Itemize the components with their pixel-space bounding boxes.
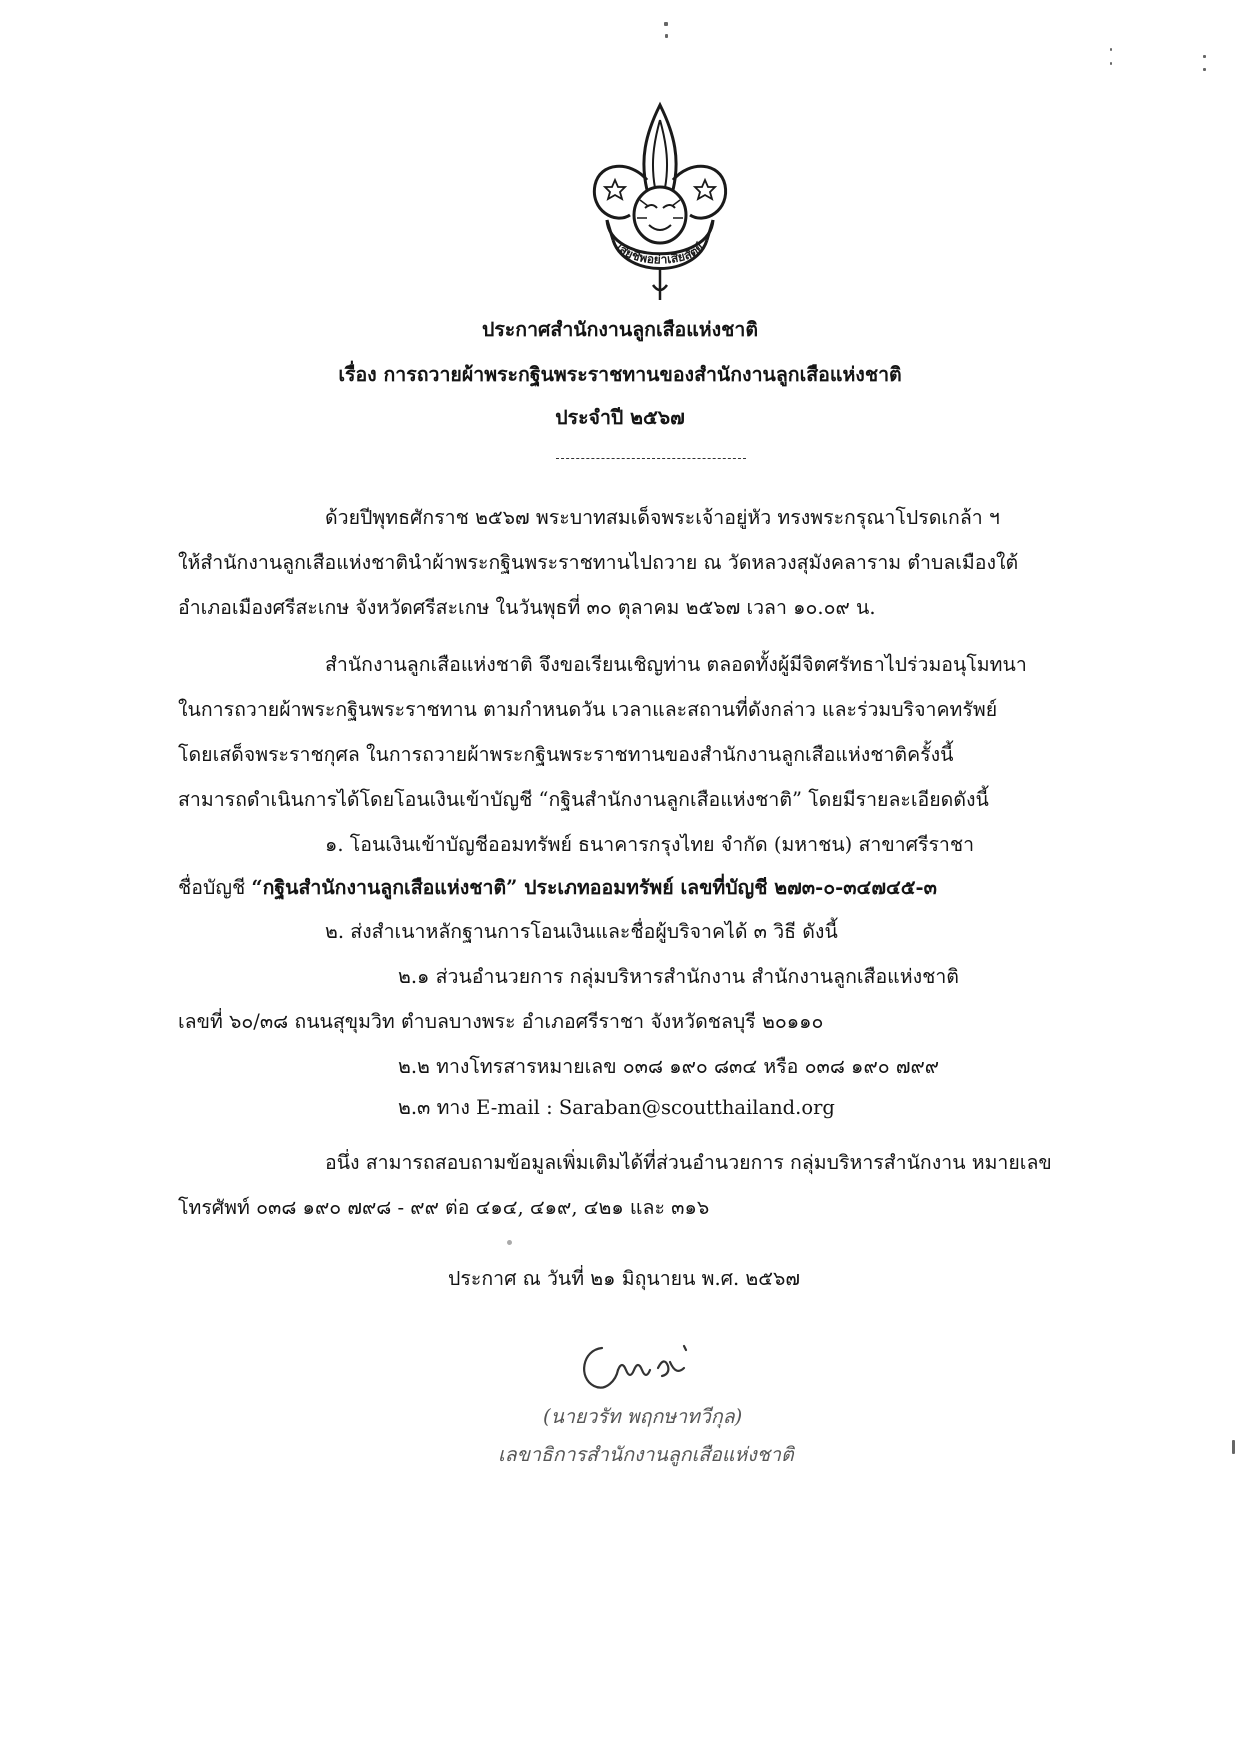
scout-fleur-de-lis-emblem-icon xyxy=(585,100,735,310)
signatory-name: (นายวรัท พฤกษาทวีกุล) xyxy=(543,1405,743,1428)
paragraph-1-line-2: ให้สำนักงานลูกเสือแห่งชาตินำผ้าพระกฐินพระราชทานไปถวาย ณ วัดหลวงสุมังคลาราม ตำบลเมืองใต้ xyxy=(178,551,1019,574)
item-2-3: ๒.๓ ทาง E-mail : Saraban@scoutthailand.org xyxy=(398,1096,835,1119)
item-2-1-line-1: ๒.๑ ส่วนอำนวยการ กลุ่มบริหารสำนักงาน สำนักงานลูกเสือแห่งชาติ xyxy=(398,965,959,988)
item-1-account-label: ชื่อบัญชี xyxy=(178,876,252,899)
announcement-date: ประกาศ ณ วันที่ ๒๑ มิถุนายน พ.ศ. ๒๕๖๗ xyxy=(448,1267,801,1290)
announcement-title: ประกาศสำนักงานลูกเสือแห่งชาติ xyxy=(481,318,759,341)
paragraph-1-line-3: อำเภอเมืองศรีสะเกษ จังหวัดศรีสะเกษ ในวันพุธที่ ๓๐ ตุลาคม ๒๕๖๗ เวลา ๑๐.๐๙ น. xyxy=(178,596,876,619)
scan-speck xyxy=(1110,62,1112,65)
header-separator xyxy=(556,458,746,459)
paragraph-2-line-4: สามารถดำเนินการได้โดยโอนเงินเข้าบัญชี “กฐินสำนักงานลูกเสือแห่งชาติ” โดยมีรายละเอียดดังนี้ xyxy=(178,788,989,811)
announcement-subject: เรื่อง การถวายผ้าพระกฐินพระราชทานของสำนักงานลูกเสือแห่งชาติ xyxy=(338,363,902,386)
item-1-line-2 xyxy=(178,873,937,903)
announcement-year: ประจำปี ๒๕๖๗ xyxy=(555,406,685,429)
scan-speck xyxy=(507,1240,512,1245)
item-2: ๒. ส่งสำเนาหลักฐานการโอนเงินและชื่อผู้บริจาคได้ ๓ วิธี ดังนี้ xyxy=(325,920,838,943)
emblem-motto: เสียชีพอย่าเสียสัตย์ xyxy=(613,240,707,267)
scan-speck xyxy=(1203,68,1206,71)
item-2-1-line-2: เลขที่ ๖๐/๓๘ ถนนสุขุมวิท ตำบลบางพระ อำเภอศรีราชา จังหวัดชลบุรี ๒๐๑๑๐ xyxy=(178,1010,824,1033)
signatory-position: เลขาธิการสำนักงานลูกเสือแห่งชาติ xyxy=(498,1443,794,1466)
handwritten-signature-icon xyxy=(572,1340,702,1396)
scan-speck xyxy=(1232,1440,1235,1454)
item-1-account-details: “กฐินสำนักงานลูกเสือแห่งชาติ” ประเภทออมทรัพย์ เลขที่บัญชี ๒๗๓-๐-๓๔๗๔๕-๓ xyxy=(251,876,937,899)
paragraph-3-line-2: โทรศัพท์ ๐๓๘ ๑๙๐ ๗๙๘ - ๙๙ ต่อ ๔๑๔, ๔๑๙, ๔๒๑ และ ๓๑๖ xyxy=(178,1196,710,1219)
paragraph-2-line-1: สำนักงานลูกเสือแห่งชาติ จึงขอเรียนเชิญท่าน ตลอดทั้งผู้มีจิตศรัทธาไปร่วมอนุโมทนา xyxy=(325,653,1027,676)
item-2-2: ๒.๒ ทางโทรสารหมายเลข ๐๓๘ ๑๙๐ ๘๓๔ หรือ ๐๓๘ ๑๙๐ ๗๙๙ xyxy=(398,1055,940,1078)
scan-speck xyxy=(1110,48,1112,51)
paragraph-2-line-3: โดยเสด็จพระราชกุศล ในการถวายผ้าพระกฐินพระราชทานของสำนักงานลูกเสือแห่งชาติครั้งนี้ xyxy=(178,743,954,766)
paragraph-1-line-1: ด้วยปีพุทธศักราช ๒๕๖๗ พระบาทสมเด็จพระเจ้าอยู่หัว ทรงพระกรุณาโปรดเกล้า ฯ xyxy=(325,506,1000,529)
paragraph-3-line-1: อนึ่ง สามารถสอบถามข้อมูลเพิ่มเติมได้ที่ส่วนอำนวยการ กลุ่มบริหารสำนักงาน หมายเลข xyxy=(325,1151,1052,1174)
scan-speck xyxy=(664,22,668,26)
scan-speck xyxy=(665,34,668,38)
paragraph-2-line-2: ในการถวายผ้าพระกฐินพระราชทาน ตามกำหนดวัน เวลาและสถานที่ดังกล่าว และร่วมบริจาคทรัพย์ xyxy=(178,698,998,721)
scan-speck xyxy=(1203,55,1206,58)
item-1-line-1: ๑. โอนเงินเข้าบัญชีออมทรัพย์ ธนาคารกรุงไทย จำกัด (มหาชน) สาขาศรีราชา xyxy=(325,833,975,856)
